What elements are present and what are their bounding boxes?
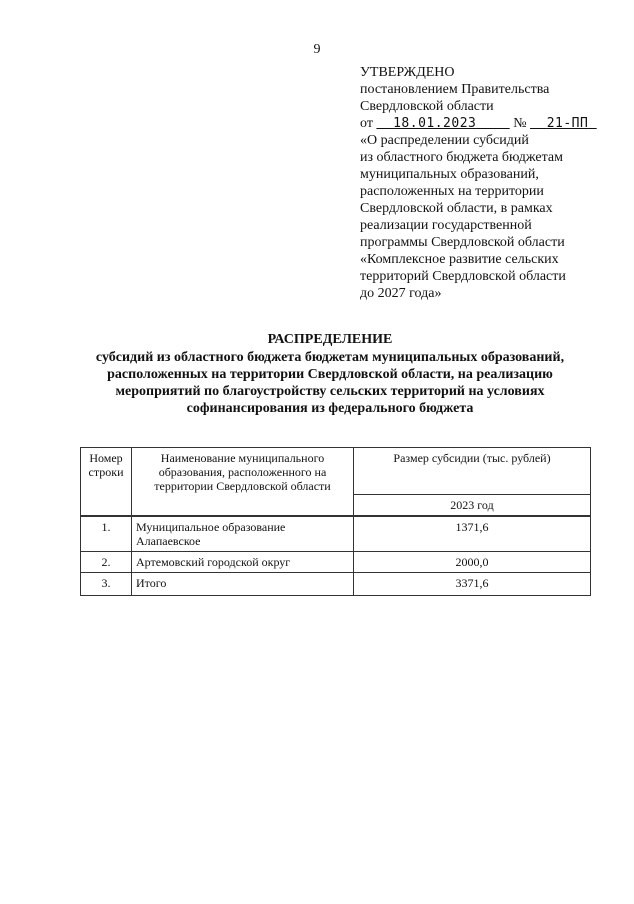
table-header <box>80 447 591 516</box>
table-row <box>81 552 591 573</box>
table-row <box>81 517 591 552</box>
row-number: 3. <box>81 573 132 596</box>
approval-block <box>360 64 630 302</box>
approval-text-line: до 2027 года» <box>360 286 442 301</box>
document-title: РАСПРЕДЕЛЕНИЕ <box>267 332 393 347</box>
approval-region: Свердловской области <box>360 99 494 114</box>
approval-text-line: расположенных на территории <box>360 184 544 199</box>
subtitle-line: мероприятий по благоустройству сельских территорий на условиях <box>115 384 545 399</box>
row-name: Муниципальное образование Алапаевское <box>132 517 354 552</box>
number-prefix: № <box>513 116 527 131</box>
approval-text-line: «О распределении субсидий <box>360 133 529 148</box>
header-amount: Размер субсидии (тыс. рублей) <box>354 448 591 495</box>
table-row <box>81 573 591 596</box>
row-value: 2000,0 <box>354 552 591 573</box>
document-subtitle <box>60 349 600 417</box>
approval-text-line: реализации государственной <box>360 218 532 233</box>
subtitle-line: расположенных на территории Свердловской области, на реализацию <box>107 367 553 382</box>
header-year: 2023 год <box>354 495 591 516</box>
subtitle-line: субсидий из областного бюджета бюджетам муниципальных образований, <box>95 350 565 365</box>
row-name: Артемовский городской округ <box>132 552 354 573</box>
approval-text-line: «Комплексное развитие сельских <box>360 252 559 267</box>
data-table <box>80 516 591 596</box>
row-number: 2. <box>81 552 132 573</box>
approval-text-line: из областного бюджета бюджетам <box>360 150 563 165</box>
approval-text-line: Свердловской области, в рамках <box>360 201 553 216</box>
approval-date-line <box>360 115 630 132</box>
header-name: Наименование муниципального образования, расположенного на территории Свердловской области <box>132 448 354 516</box>
row-number: 1. <box>81 517 132 552</box>
page-number: 9 <box>313 42 321 57</box>
approval-text-line: муниципальных образований, <box>360 167 539 182</box>
row-name: Итого <box>132 573 354 596</box>
approval-text-line: программы Свердловской области <box>360 235 565 250</box>
date-prefix: от <box>360 116 373 131</box>
row-value: 3371,6 <box>354 573 591 596</box>
approval-text-line: территорий Свердловской области <box>360 269 566 284</box>
approval-heading: УТВЕРЖДЕНО <box>360 65 455 80</box>
handwritten-date: 18.01.2023 <box>393 116 477 131</box>
approval-issuer: постановлением Правительства <box>360 82 550 97</box>
row-value: 1371,6 <box>354 517 591 552</box>
header-number: Номер строки <box>81 448 132 516</box>
subtitle-line: софинансирования из федерального бюджета <box>186 401 474 416</box>
handwritten-number: 21-ПП <box>546 116 589 131</box>
